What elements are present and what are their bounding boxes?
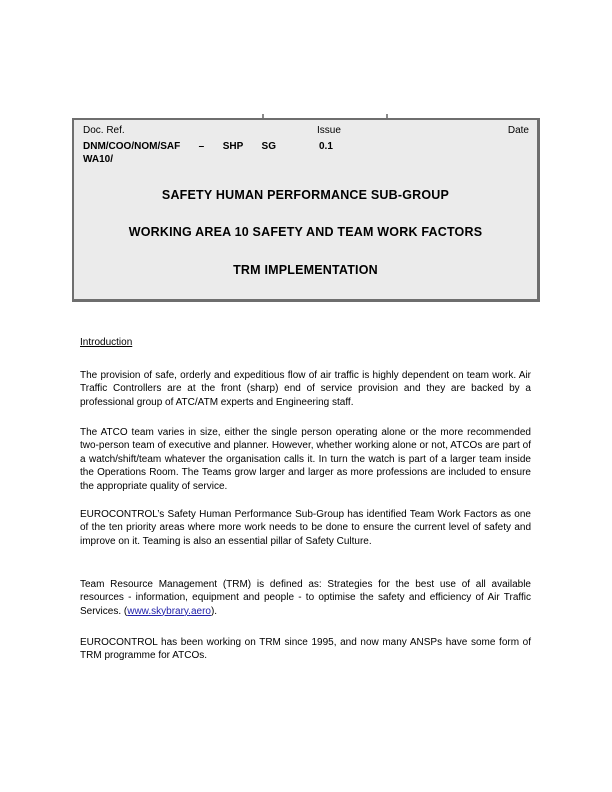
doc-ref-label: Doc. Ref. xyxy=(83,125,125,136)
paragraph-3: EUROCONTROL’s Safety Human Performance Sub-Group has identified Team Work Factors as one of the ten priority areas where more work needs to be done to ensure the current level of safety and improve on it. Teaming is also an essential pillar of Safety Culture. xyxy=(80,509,531,547)
paragraph-4 xyxy=(80,578,531,618)
skybrary-link[interactable]: www.skybrary.aero xyxy=(127,605,211,617)
doc-ref-value-line2: WA10/ xyxy=(83,154,114,165)
issue-value: 0.1 xyxy=(319,141,333,152)
paragraph-4-text-before-link: Team Resource Management (TRM) is defined as: Strategies for the best use of all available resources - information, equipment and people - to optimise the safety and efficiency of Air Traffic Services. ( xyxy=(80,579,531,617)
paragraph-5: EUROCONTROL has been working on TRM since 1995, and now many ANSPs have some form of TRM programme for ATCOs. xyxy=(80,637,531,662)
doc-ref-value-line1: DNM/COO/NOM/SAF – SHP SG xyxy=(83,141,276,152)
date-label: Date xyxy=(507,125,529,136)
document-title-line1: SAFETY HUMAN PERFORMANCE SUB-GROUP xyxy=(161,188,450,202)
document-title-line2: WORKING AREA 10 SAFETY AND TEAM WORK FACTORS xyxy=(128,225,483,239)
document-header-box xyxy=(72,118,540,302)
paragraph-2: The ATCO team varies in size, either the single person operating alone or the more recommended two-person team of executive and planner. However, whether working alone or not, ATCOs are part of a watch/shift/team whatever the organisation calls it. In turn the watch is part of a larger team inside the Operations Room. The Teams grow larger and larger as more professions are included to ensure the appropriate quality of service. xyxy=(80,427,531,492)
issue-label: Issue xyxy=(317,125,341,136)
section-heading-introduction: Introduction xyxy=(80,337,133,348)
document-title-line3: TRM IMPLEMENTATION xyxy=(233,263,378,277)
paragraph-4-text-after-link: ). xyxy=(210,605,218,617)
paragraph-1: The provision of safe, orderly and expeditious flow of air traffic is highly dependent on team work. Air Traffic Controllers are at the front (sharp) end of service provision and they are backed by a professional group of ATC/ATM experts and Engineering staff. xyxy=(80,370,531,408)
